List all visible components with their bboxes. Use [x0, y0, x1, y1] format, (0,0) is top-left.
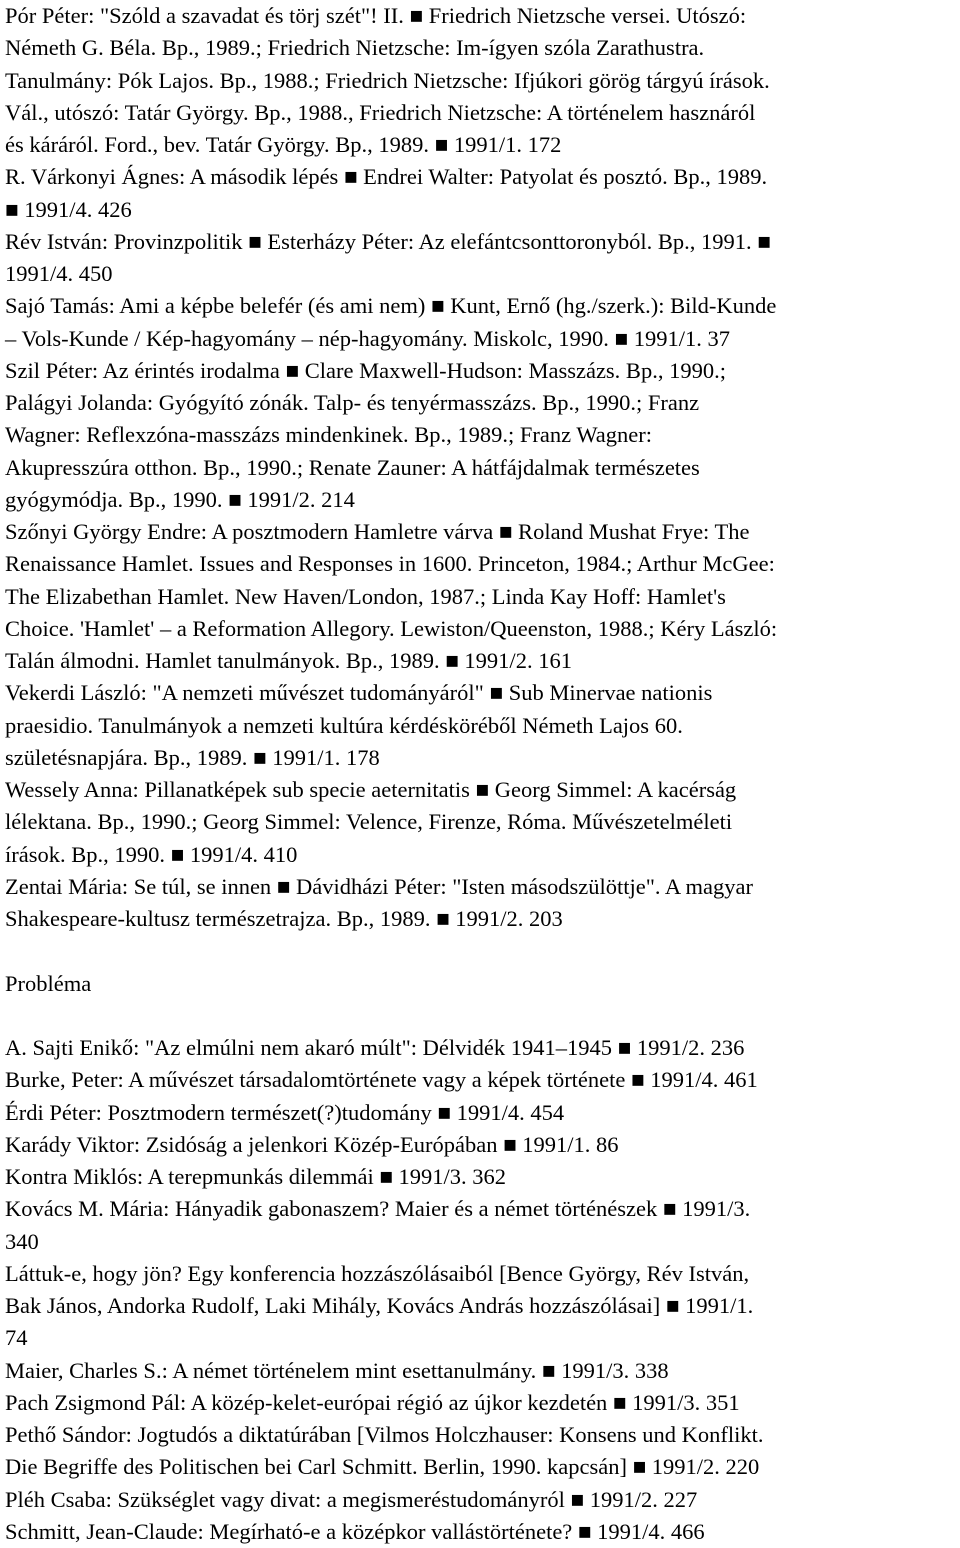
text-line: Pór Péter: "Szóld a szavadat és törj szét"! II. ■ Friedrich Nietzsche versei. Utószó: [5, 3, 747, 28]
document-page [5, 0, 960, 1548]
text-line: Kovács M. Mária: Hányadik gabonaszem? Maier és a német történészek ■ 1991/3. [5, 1196, 751, 1222]
text-line: és káráról. Ford., bev. Tatár György. Bp., 1989. ■ 1991/1. 172 [5, 132, 562, 157]
text-line: Szőnyi György Endre: A posztmodern Hamletre várva ■ Roland Mushat Frye: The [5, 519, 750, 544]
text-line: Karády Viktor: Zsidóság a jelenkori Közép-Európában ■ 1991/1. 86 [5, 1131, 619, 1157]
text-line: Renaissance Hamlet. Issues and Responses in 1600. Princeton, 1984.; Arthur McGee: [5, 551, 775, 577]
text-line: A. Sajti Enikő: "Az elmúlni nem akaró múlt": Délvidék 1941–1945 ■ 1991/2. 236 [5, 1035, 745, 1060]
text-line: Maier, Charles S.: A német történelem mint esettanulmány. ■ 1991/3. 338 [5, 1357, 669, 1383]
blank-line [5, 935, 960, 967]
text-line: Láttuk-e, hogy jön? Egy konferencia hozzászólásaiból [Bence György, Rév István, [5, 1260, 750, 1286]
text-line: Pethő Sándor: Jogtudós a diktatúrában [Vilmos Holczhauser: Konsens und Konflikt. [5, 1422, 764, 1447]
text-line: 340 [5, 1228, 39, 1254]
text-line: Burke, Peter: A művészet társadalomtörténete vagy a képek története ■ 1991/4. 461 [5, 1067, 758, 1093]
text-line: Kontra Miklós: A terepmunkás dilemmái ■ 1991/3. 362 [5, 1164, 507, 1189]
text-line: Akupresszúra otthon. Bp., 1990.; Renate Zauner: A hátfájdalmak természetes [5, 454, 700, 480]
text-line: Choice. 'Hamlet' – a Reformation Allegory. Lewiston/Queenston, 1988.; Kéry László: [5, 615, 778, 641]
blank-line [5, 1000, 960, 1032]
text-line: Shakespeare-kultusz természetrajza. Bp., 1989. ■ 1991/2. 203 [5, 906, 563, 931]
text-line: Pach Zsigmond Pál: A közép-kelet-európai régió az újkor kezdetén ■ 1991/3. 351 [5, 1389, 740, 1415]
text-line: Németh G. Béla. Bp., 1989.; Friedrich Nietzsche: Im-ígyen szóla Zarathustra. [5, 35, 705, 61]
text-line: Wagner: Reflexzóna-masszázs mindenkinek. Bp., 1989.; Franz Wagner: [5, 422, 653, 448]
text-line: Schmitt, Jean-Claude: Megírható-e a középkor vallástörténete? ■ 1991/4. 466 [5, 1518, 705, 1544]
text-line: Pléh Csaba: Szükséglet vagy divat: a megismeréstudományról ■ 1991/2. 227 [5, 1486, 698, 1512]
text-line: The Elizabethan Hamlet. New Haven/London, 1987.; Linda Kay Hoff: Hamlet's [5, 583, 726, 609]
text-line: Wessely Anna: Pillanatképek sub specie aeternitatis ■ Georg Simmel: A kacérság [5, 777, 737, 802]
text-line: születésnapjára. Bp., 1989. ■ 1991/1. 178 [5, 744, 380, 770]
section-heading: Probléma [5, 970, 92, 996]
text-line: 74 [5, 1325, 28, 1351]
text-line: Bak János, Andorka Rudolf, Laki Mihály, Kovács András hozzászólásai] ■ 1991/1. [5, 1293, 754, 1318]
text-line: Vekerdi László: "A nemzeti művészet tudományáról" ■ Sub Minervae nationis [5, 680, 713, 706]
text-line: Tanulmány: Pók Lajos. Bp., 1988.; Friedrich Nietzsche: Ifjúkori görög tárgyú írások. [5, 67, 770, 93]
text-line: gyógymódja. Bp., 1990. ■ 1991/2. 214 [5, 486, 355, 512]
text-line: R. Várkonyi Ágnes: A második lépés ■ Endrei Walter: Patyolat és posztó. Bp., 1989. [5, 164, 768, 190]
text-line: Die Begriffe des Politischen bei Carl Schmitt. Berlin, 1990. kapcsán] ■ 1991/2. 220 [5, 1454, 760, 1480]
text-line: írások. Bp., 1990. ■ 1991/4. 410 [5, 841, 298, 867]
text-line: Rév István: Provinzpolitik ■ Esterházy Péter: Az elefántcsonttoronyból. Bp., 1991. ■ [5, 228, 771, 254]
text-line: 1991/4. 450 [5, 261, 113, 286]
text-line: – Vols-Kunde / Kép-hagyomány – nép-hagyomány. Miskolc, 1990. ■ 1991/1. 37 [5, 325, 730, 351]
text-line: Palágyi Jolanda: Gyógyító zónák. Talp- és tenyérmasszázs. Bp., 1990.; Franz [5, 390, 700, 415]
text-line: Vál., utószó: Tatár György. Bp., 1988., Friedrich Nietzsche: A történelem hasznáról [5, 99, 756, 125]
text-line: lélektana. Bp., 1990.; Georg Simmel: Velence, Firenze, Róma. Művészetelméleti [5, 809, 733, 835]
text-line: Talán álmodni. Hamlet tanulmányok. Bp., 1989. ■ 1991/2. 161 [5, 648, 572, 673]
text-line: Érdi Péter: Posztmodern természet(?)tudomány ■ 1991/4. 454 [5, 1099, 565, 1125]
text-line: Zentai Mária: Se túl, se innen ■ Dávidházi Péter: "Isten másodszülöttje". A magyar [5, 873, 754, 899]
text-line: ■ 1991/4. 426 [5, 196, 132, 222]
text-line: Sajó Tamás: Ami a képbe belefér (és ami nem) ■ Kunt, Ernő (hg./szerk.): Bild-Kunde [5, 293, 777, 319]
text-line: Szil Péter: Az érintés irodalma ■ Clare Maxwell-Hudson: Masszázs. Bp., 1990.; [5, 357, 726, 383]
text-line: praesidio. Tanulmányok a nemzeti kultúra kérdésköréből Németh Lajos 60. [5, 712, 683, 738]
